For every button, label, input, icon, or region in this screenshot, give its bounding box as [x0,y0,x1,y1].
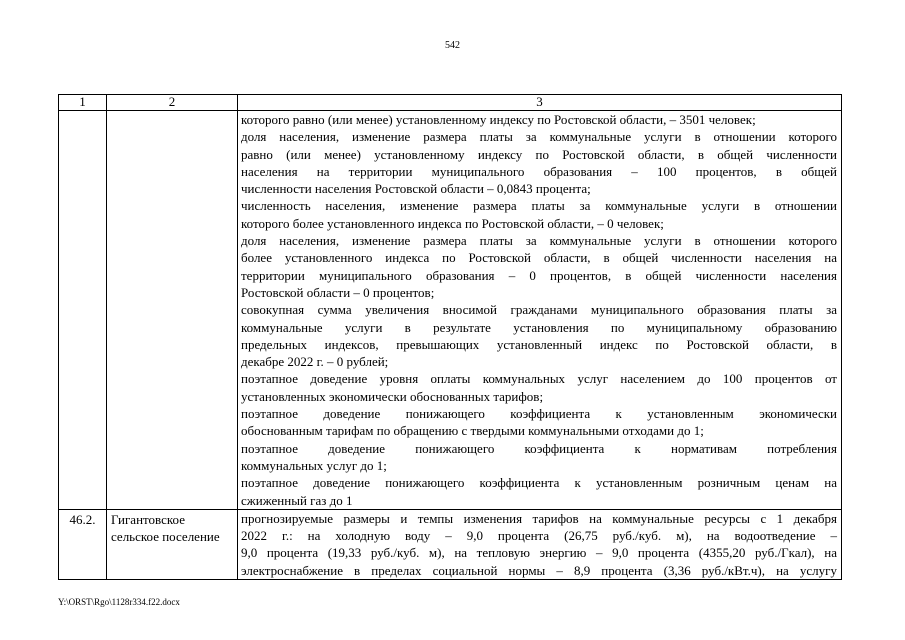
text-line: электроснабжение в пределах социальной нормы – 8,9 процента (3,36 руб./кВт.ч), на услугу [241,562,837,578]
text-line: 2022 г.: на холодную воду – 9,0 процента (26,75 руб./куб. м), на водоотведение – [241,528,837,544]
row-description [238,509,842,579]
table-header-row [59,95,842,111]
row-number [59,111,107,510]
text-line: установленных экономически обоснованных тарифов; [241,388,544,404]
text-line: которого равно (или менее) установленному индексу по Ростовской области, – 3501 человек; [241,112,756,127]
text-line: равно (или менее) установленному индексу по Ростовской области, в общей численности [241,146,837,162]
text-line: прогнозируемые размеры и темпы изменения тарифов на коммунальные ресурсы с 1 декабря [241,510,837,526]
text-line: поэтапное доведение понижающего коэффициента к установленным экономически [241,406,837,422]
table-row [59,111,842,510]
table-row [59,509,842,579]
header-col-2: 2 [107,95,238,111]
row-description [238,111,842,510]
municipality-name-line: Гигантовское [111,511,185,527]
header-col-3: 3 [238,95,842,111]
text-line: населения на территории муниципального образования – 100 процентов, в общей [241,163,837,179]
text-line: численности населения Ростовской области – 0,0843 процента; [241,181,591,197]
text-line: численность населения, изменение размера платы за коммунальные услуги в отношении [241,198,837,214]
text-line: поэтапное доведение понижающего коэффициента к нормативам потребления [241,440,837,456]
text-line: доля населения, изменение размера платы за коммунальные услуги в отношении которого [241,233,837,249]
text-line: коммунальных услуг до 1; [241,457,387,473]
text-line: Ростовской области – 0 процентов; [241,284,435,300]
header-col-1: 1 [59,95,107,111]
text-line: поэтапное доведение понижающего коэффициента к установленным розничным ценам на [241,475,837,491]
municipality-name [107,509,238,579]
text-line: декабре 2022 г. – 0 рублей; [241,354,389,370]
document-table [58,94,842,580]
row-number: 46.2. [59,509,107,579]
text-line: более установленного индекса по Ростовской области, в общей численности населения на [241,250,837,266]
text-line: предельных индексов, превышающих установленный индекс по Ростовской области, в [241,336,837,352]
text-line: совокупная сумма увеличения вносимой гражданами муниципального образования платы за [241,302,837,318]
page-number: 542 [445,40,460,51]
text-line: территории муниципального образования – 0 процентов, в общей численности населения [241,267,837,283]
text-line: доля населения, изменение размера платы за коммунальные услуги в отношении которого [241,129,837,145]
text-line: поэтапное доведение уровня оплаты коммунальных услуг населением до 100 процентов от [241,371,837,387]
municipality-name-line: сельское поселение [111,529,220,545]
file-path-footer: Y:\ORST\Rgo\1128r334.f22.docx [58,597,180,607]
text-line: которого более установленного индекса по Ростовской области, – 0 человек; [241,215,664,231]
text-line: обоснованным тарифам по обращению с твердыми коммунальными отходами до 1; [241,423,704,439]
municipality-name [107,111,238,510]
text-line: 9,0 процента (19,33 руб./куб. м), на тепловую энергию – 9,0 процента (4355,20 руб./Гкал), на [241,545,837,561]
text-line: коммунальные услуги в результате установления по муниципальному образованию [241,319,837,335]
text-line: сжиженный газ до 1 [241,492,353,508]
